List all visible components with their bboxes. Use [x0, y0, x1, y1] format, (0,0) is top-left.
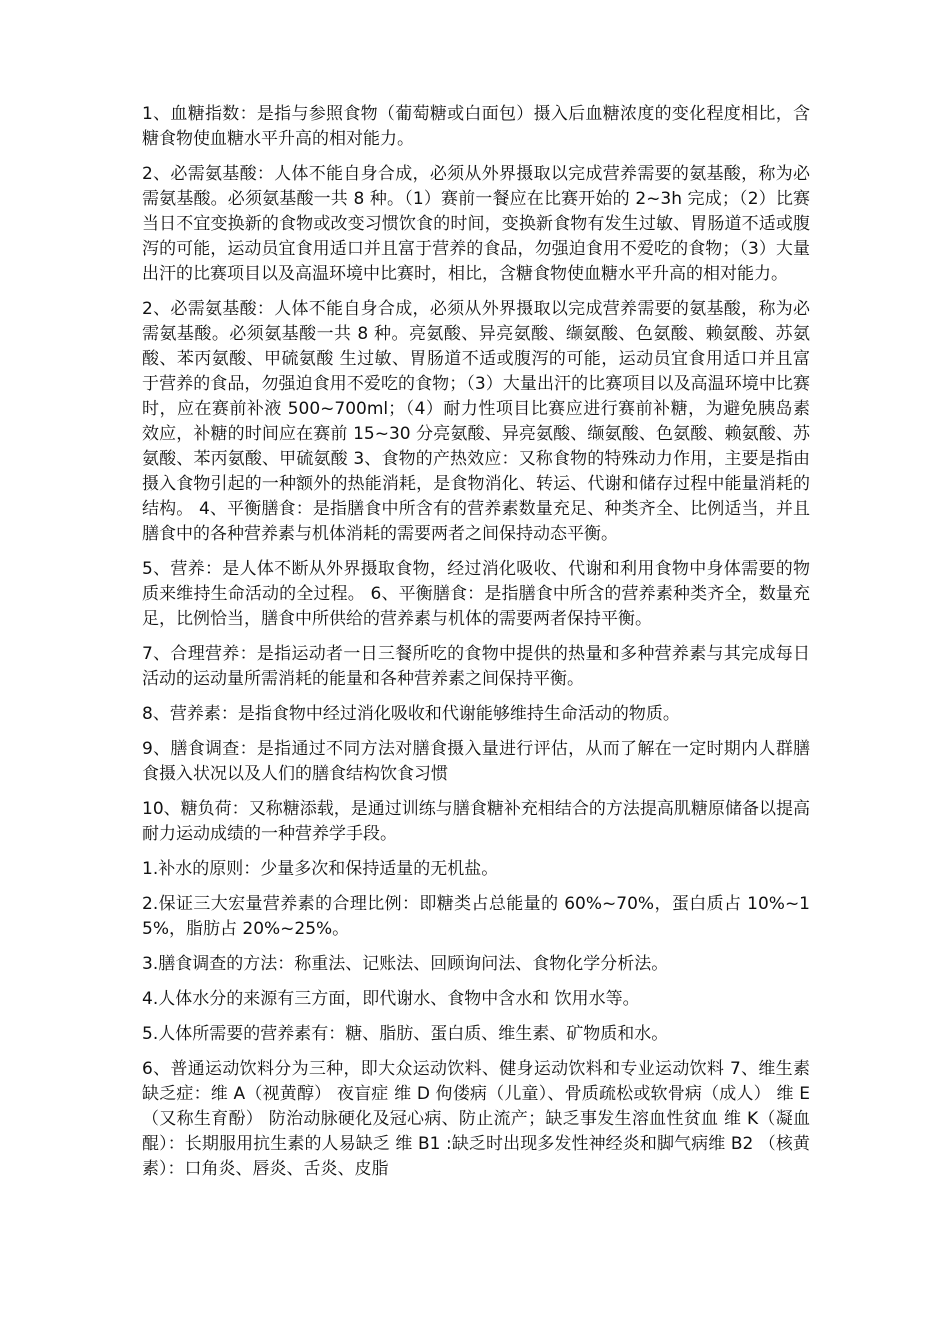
paragraph-essential-amino-acids-1: 2、必需氨基酸：人体不能自身合成，必须从外界摄取以完成营养需要的氨基酸，称为必需氨基酸。必须氨基酸一共 8 种。（1）赛前一餐应在比赛开始的 2~3h 完成；（2）比赛当日不宜变换新的食物或改变习惯饮食的时间，变换新食物有发生过敏、胃肠道不适或腹泻的可能，运动员宜食用适口并且富于营养的食品，勿强迫食用不爱吃的食物；（3）大量出汗的比赛项目以及高温环境中比赛时，相比，含糖食物使血糖水平升高的相对能力。	[142, 164, 810, 284]
paragraph-dietary-survey: 9、膳食调查：是指通过不同方法对膳食摄入量进行评估，从而了解在一定时期内人群膳食摄入状况以及人们的膳食结构饮食习惯	[142, 739, 810, 784]
paragraph-rational-nutrition: 7、合理营养：是指运动者一日三餐所吃的食物中提供的热量和多种营养素与其完成每日活动的运动量所需消耗的能量和各种营养素之间保持平衡。	[142, 644, 810, 689]
paragraph-essential-amino-acids-2: 2、必需氨基酸：人体不能自身合成，必须从外界摄取以完成营养需要的氨基酸，称为必需氨基酸。必须氨基酸一共 8 种。亮氨酸、异亮氨酸、缬氨酸、色氨酸、赖氨酸、苏氨酸、苯丙氨酸、甲硫氨酸 生过敏、胃肠道不适或腹泻的可能，运动员宜食用适口并且富于营养的食品，勿强迫食用不爱吃的食物；（3）大量出汗的比赛项目以及高温环境中比赛时，应在赛前补液 500~700ml；（4）耐力性项目比赛应进行赛前补糖，为避免胰岛素效应，补糖的时间应在赛前 15~30 分亮氨酸、异亮氨酸、缬氨酸、色氨酸、赖氨酸、苏氨酸、苯丙氨酸、甲硫氨酸 3、食物的产热效应：又称食物的特殊动力作用，主要是指由摄入食物引起的一种额外的热能消耗，是食物消化、转运、代谢和储存过程中能量消耗的结构。 4、平衡膳食：是指膳食中所含有的营养素数量充足、种类齐全、比例适当，并且膳食中的各种营养素与机体消耗的需要两者之间保持动态平衡。	[142, 299, 810, 544]
paragraph-required-nutrients: 5.人体所需要的营养素有：糖、脂肪、蛋白质、维生素、矿物质和水。	[142, 1024, 669, 1044]
paragraph-hydration-principle: 1.补水的原则：少量多次和保持适量的无机盐。	[142, 859, 499, 879]
document-page	[142, 102, 810, 1192]
paragraph-carb-loading: 10、糖负荷：又称糖添载，是通过训练与膳食糖补充相结合的方法提高肌糖原储备以提高耐力运动成绩的一种营养学手段。	[142, 799, 810, 844]
paragraph-survey-methods: 3.膳食调查的方法：称重法、记账法、回顾询问法、食物化学分析法。	[142, 954, 669, 974]
paragraph-macronutrient-ratio: 2.保证三大宏量营养素的合理比例：即糖类占总能量的 60%~70%，蛋白质占 10%~15%，脂肪占 20%~25%。	[142, 894, 810, 939]
paragraph-sports-drinks-vitamins: 6、普通运动饮料分为三种，即大众运动饮料、健身运动饮料和专业运动饮料 7、维生素缺乏症：维 A（视黄醇） 夜盲症 维 D 佝偻病（儿童）、骨质疏松或软骨病（成人） 维 E（又称生育酚） 防治动脉硬化及冠心病、防止流产；缺乏事发生溶血性贫血 维 K（凝血醌）：长期服用抗生素的人易缺乏 维 B1 :缺乏时出现多发性神经炎和脚气病维 B2 （核黄素）：口角炎、唇炎、舌炎、皮脂	[142, 1059, 810, 1179]
paragraph-nutrients: 8、营养素：是指食物中经过消化吸收和代谢能够维持生命活动的物质。	[142, 704, 680, 724]
paragraph-glycemic-index: 1、血糖指数：是指与参照食物（葡萄糖或白面包）摄入后血糖浓度的变化程度相比，含糖食物使血糖水平升高的相对能力。	[142, 104, 810, 149]
paragraph-nutrition: 5、营养：是人体不断从外界摄取食物，经过消化吸收、代谢和利用食物中身体需要的物质来维持生命活动的全过程。 6、平衡膳食：是指膳食中所含的营养素种类齐全，数量充足，比例恰当，膳食中所供给的营养素与机体的需要两者保持平衡。	[142, 559, 810, 629]
paragraph-water-sources: 4.人体水分的来源有三方面，即代谢水、食物中含水和 饮用水等。	[142, 989, 640, 1009]
